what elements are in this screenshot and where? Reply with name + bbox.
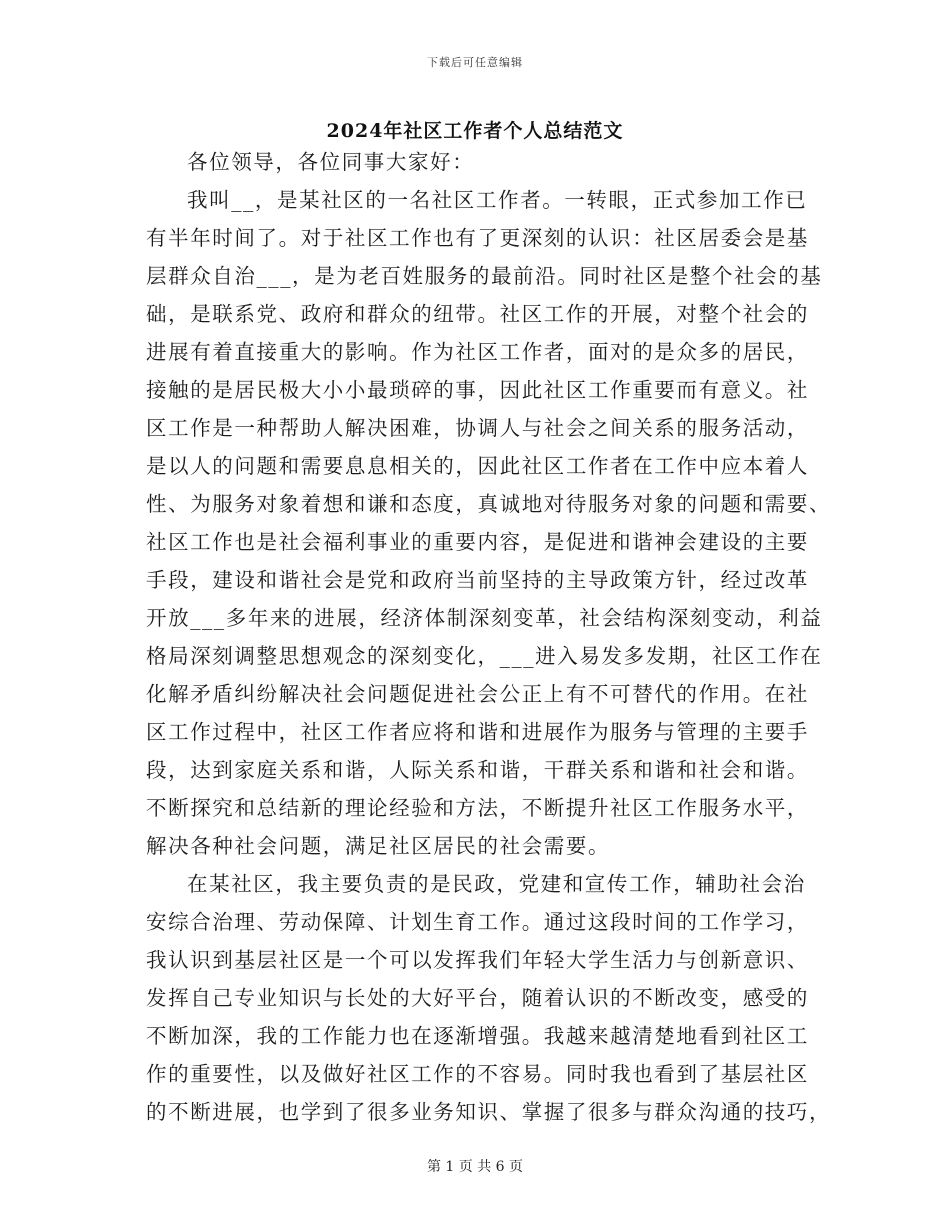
paragraph-line: 区工作是一种帮助人解决困难，协调人与社会之间关系的服务活动， bbox=[146, 416, 809, 440]
paragraph-line: 段，达到家庭关系和谐，人际关系和谐，干群关系和谐和社会和谐。 bbox=[146, 758, 809, 782]
paragraph-line: 在某社区，我主要负责的是民政，党建和宣传工作，辅助社会治 bbox=[187, 872, 806, 896]
paragraph-line: 的不断进展，也学到了很多业务知识、掌握了很多与群众沟通的技巧， bbox=[146, 1100, 832, 1124]
paragraph-line: 安综合治理、劳动保障、计划生育工作。通过这段时间的工作学习， bbox=[146, 910, 809, 934]
paragraph-line: 不断探究和总结新的理论经验和方法，不断提升社区工作服务水平， bbox=[146, 796, 809, 820]
paragraph-line: 化解矛盾纠纷解决社会问题促进社会公正上有不可替代的作用。在社 bbox=[146, 682, 809, 706]
page-number-footer: 第 1 页 共 6 页 bbox=[426, 1159, 524, 1175]
paragraph-line: 是以人的问题和需要息息相关的，因此社区工作者在工作中应本着人 bbox=[146, 454, 809, 478]
document-body bbox=[146, 143, 832, 1131]
paragraph-line: 区工作过程中，社区工作者应将和谐和进展作为服务与管理的主要手 bbox=[146, 720, 809, 744]
paragraph-line: 手段，建设和谐社会是党和政府当前坚持的主导政策方针，经过改革 bbox=[146, 568, 809, 592]
paragraph-line: 础，是联系党、政府和群众的纽带。社区工作的开展，对整个社会的 bbox=[146, 302, 809, 326]
paragraph-line: 我叫__，是某社区的一名社区工作者。一转眼，正式参加工作已 bbox=[187, 188, 808, 212]
paragraph-line: 进展有着直接重大的影响。作为社区工作者，面对的是众多的居民， bbox=[146, 340, 809, 364]
paragraph-line: 解决各种社会问题，满足社区居民的社会需要。 bbox=[146, 834, 611, 858]
paragraph-line: 层群众自治___，是为老百姓服务的最前沿。同时社区是整个社会的基 bbox=[146, 264, 823, 288]
paragraph-line: 开放___多年来的进展，经济体制深刻变革，社会结构深刻变动，利益 bbox=[146, 606, 823, 630]
paragraph-line: 发挥自己专业知识与长处的大好平台，随着认识的不断改变，感受的 bbox=[146, 986, 809, 1010]
document-title: 2024年社区工作者个人总结范文 bbox=[326, 120, 624, 142]
paragraph-line: 社区工作也是社会福利事业的重要内容，是促进和谐神会建设的主要 bbox=[146, 530, 809, 554]
paragraph-line: 作的重要性，以及做好社区工作的不容易。同时我也看到了基层社区 bbox=[146, 1062, 809, 1086]
paragraph-line: 我认识到基层社区是一个可以发挥我们年轻大学生活力与创新意识、 bbox=[146, 948, 809, 972]
paragraph-line: 有半年时间了。对于社区工作也有了更深刻的认识：社区居委会是基 bbox=[146, 226, 809, 250]
paragraph-line: 格局深刻调整思想观念的深刻变化，___进入易发多发期，社区工作在 bbox=[146, 644, 823, 668]
download-editable-note: 下载后可任意编辑 bbox=[427, 56, 523, 69]
paragraph-line: 性、为服务对象着想和谦和态度，真诚地对待服务对象的问题和需要、 bbox=[146, 492, 832, 516]
paragraph-line: 不断加深，我的工作能力也在逐渐增强。我越来越清楚地看到社区工 bbox=[146, 1024, 809, 1048]
paragraph-line: 接触的是居民极大小小最琐碎的事，因此社区工作重要而有意义。社 bbox=[146, 378, 809, 402]
greeting-line: 各位领导，各位同事大家好： bbox=[187, 150, 475, 174]
